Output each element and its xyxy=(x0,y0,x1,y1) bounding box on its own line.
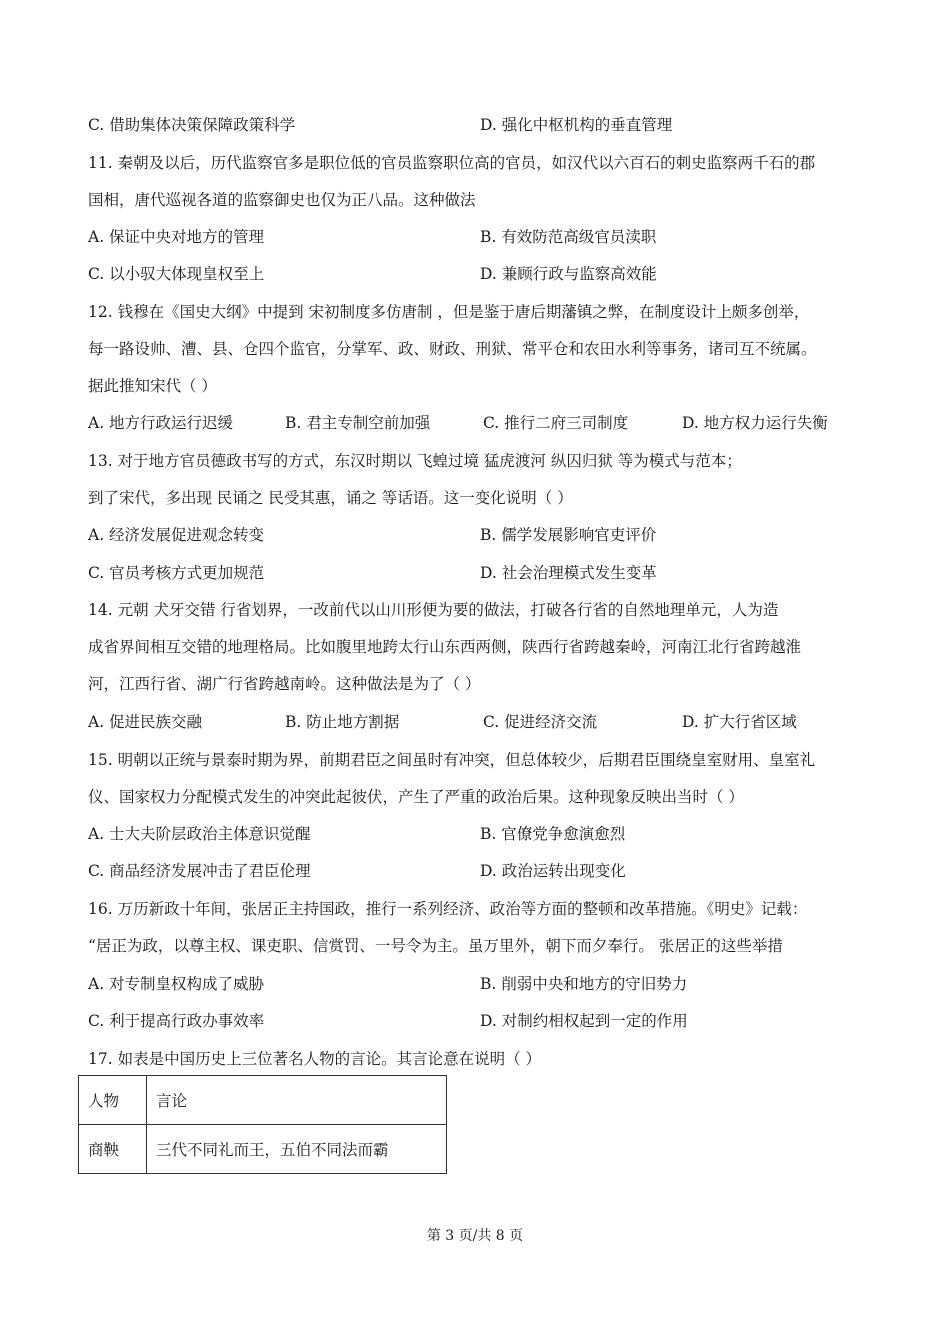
table-header-person: 人物 xyxy=(79,1076,147,1125)
q11-option-d: D. 兼顾行政与监察高效能 xyxy=(480,265,657,283)
q10-option-c: C. 借助集体决策保障政策科学 xyxy=(88,116,296,134)
table-row xyxy=(79,1125,447,1174)
q13-stem-line-1: 13. 对于地方官员德政书写的方式，东汉时期以 飞蝗过境 猛虎渡河 纵囚归狱 等为模式与范本； xyxy=(88,452,742,470)
q15-option-a: A. 士大夫阶层政治主体意识觉醒 xyxy=(88,825,311,843)
q15-stem-line-1: 15. 明朝以正统与景泰时期为界，前期君臣之间虽时有冲突，但总体较少，后期君臣围绕皇室财用、皇室礼 xyxy=(88,751,816,769)
q11-option-b: B. 有效防范高级官员渎职 xyxy=(480,228,657,246)
table-cell-quote: 三代不同礼而王，五伯不同法而霸 xyxy=(147,1125,447,1174)
q14-stem-line-1: 14. 元朝 犬牙交错 行省划界，一改前代以山川形便为要的做法，打破各行省的自然地理单元，人为造 xyxy=(88,601,779,619)
q16-option-b: B. 削弱中央和地方的守旧势力 xyxy=(480,975,688,993)
q16-option-a: A. 对专制皇权构成了威胁 xyxy=(88,975,265,993)
q14-stem-line-3: 河，江西行省、湖广行省跨越南岭。这种做法是为了（ ） xyxy=(88,675,481,693)
q15-stem-line-2: 仪、国家权力分配模式发生的冲突此起彼伏，产生了严重的政治后果。这种现象反映出当时（ ） xyxy=(88,788,744,806)
q10-option-d: D. 强化中枢机构的垂直管理 xyxy=(480,116,673,134)
q12-option-a: A. 地方行政运行迟缓 xyxy=(88,414,234,432)
q16-option-c: C. 利于提高行政办事效率 xyxy=(88,1012,265,1030)
q11-option-c: C. 以小驭大体现皇权至上 xyxy=(88,265,265,283)
q17-stem-line-1: 17. 如表是中国历史上三位著名人物的言论。其言论意在说明（ ） xyxy=(88,1050,542,1068)
q11-stem-line-2: 国相，唐代巡视各道的监察御史也仅为正八品。这种做法 xyxy=(88,191,476,209)
table-cell-person: 商鞅 xyxy=(79,1125,147,1174)
table-header-quote: 言论 xyxy=(147,1076,447,1125)
q14-option-d: D. 扩大行省区域 xyxy=(682,713,797,731)
q16-stem-line-2: “居正为政，以尊主权、课吏职、信赏罚、一号令为主。虽万里外，朝下而夕奉行。 张居正的这些举措 xyxy=(88,937,783,955)
q12-option-b: B. 君主专制空前加强 xyxy=(285,414,431,432)
q13-option-a: A. 经济发展促进观念转变 xyxy=(88,526,265,544)
q11-stem-line-1: 11. 秦朝及以后，历代监察官多是职位低的官员监察职位高的官员，如汉代以六百石的刺史监察两千石的郡 xyxy=(88,154,816,172)
q14-option-c: C. 促进经济交流 xyxy=(483,713,598,731)
q13-stem-line-2: 到了宋代，多出现 民诵之 民受其惠，诵之 等话语。这一变化说明（ ） xyxy=(88,489,573,507)
q13-option-c: C. 官员考核方式更加规范 xyxy=(88,564,265,582)
q14-stem-line-2: 成省界间相互交错的地理格局。比如腹里地跨太行山东西两侧，陕西行省跨越秦岭，河南江北行省跨越淮 xyxy=(88,638,802,656)
q11-option-a: A. 保证中央对地方的管理 xyxy=(88,228,265,246)
q15-option-b: B. 官僚党争愈演愈烈 xyxy=(480,825,626,843)
q12-option-c: C. 推行二府三司制度 xyxy=(483,414,629,432)
q15-option-d: D. 政治运转出现变化 xyxy=(480,862,626,880)
q12-option-d: D. 地方权力运行失衡 xyxy=(682,414,828,432)
q12-stem-line-3: 据此推知宋代（ ） xyxy=(88,377,217,395)
page-footer: 第 3 页/共 8 页 xyxy=(426,1228,524,1244)
q12-stem-line-1: 12. 钱穆在《国史大纲》中提到 宋初制度多仿唐制 ，但是鉴于唐后期藩镇之弊，在制度设计上颇多创举， xyxy=(88,303,810,321)
q14-option-b: B. 防止地方割据 xyxy=(285,713,400,731)
q14-option-a: A. 促进民族交融 xyxy=(88,713,203,731)
q13-option-b: B. 儒学发展影响官吏评价 xyxy=(480,526,657,544)
table-header-row xyxy=(79,1076,447,1125)
q17-quote-table xyxy=(78,1075,447,1174)
q16-option-d: D. 对制约相权起到一定的作用 xyxy=(480,1012,688,1030)
q16-stem-line-1: 16. 万历新政十年间，张居正主持国政，推行一系列经济、政治等方面的整顿和改革措施。《明史》记载： xyxy=(88,900,808,918)
q12-stem-line-2: 每一路设帅、漕、县、仓四个监官，分掌军、政、财政、刑狱、常平仓和农田水利等事务，诸司互不统属。 xyxy=(88,340,817,358)
q15-option-c: C. 商品经济发展冲击了君臣伦理 xyxy=(88,862,311,880)
q13-option-d: D. 社会治理模式发生变革 xyxy=(480,564,657,582)
